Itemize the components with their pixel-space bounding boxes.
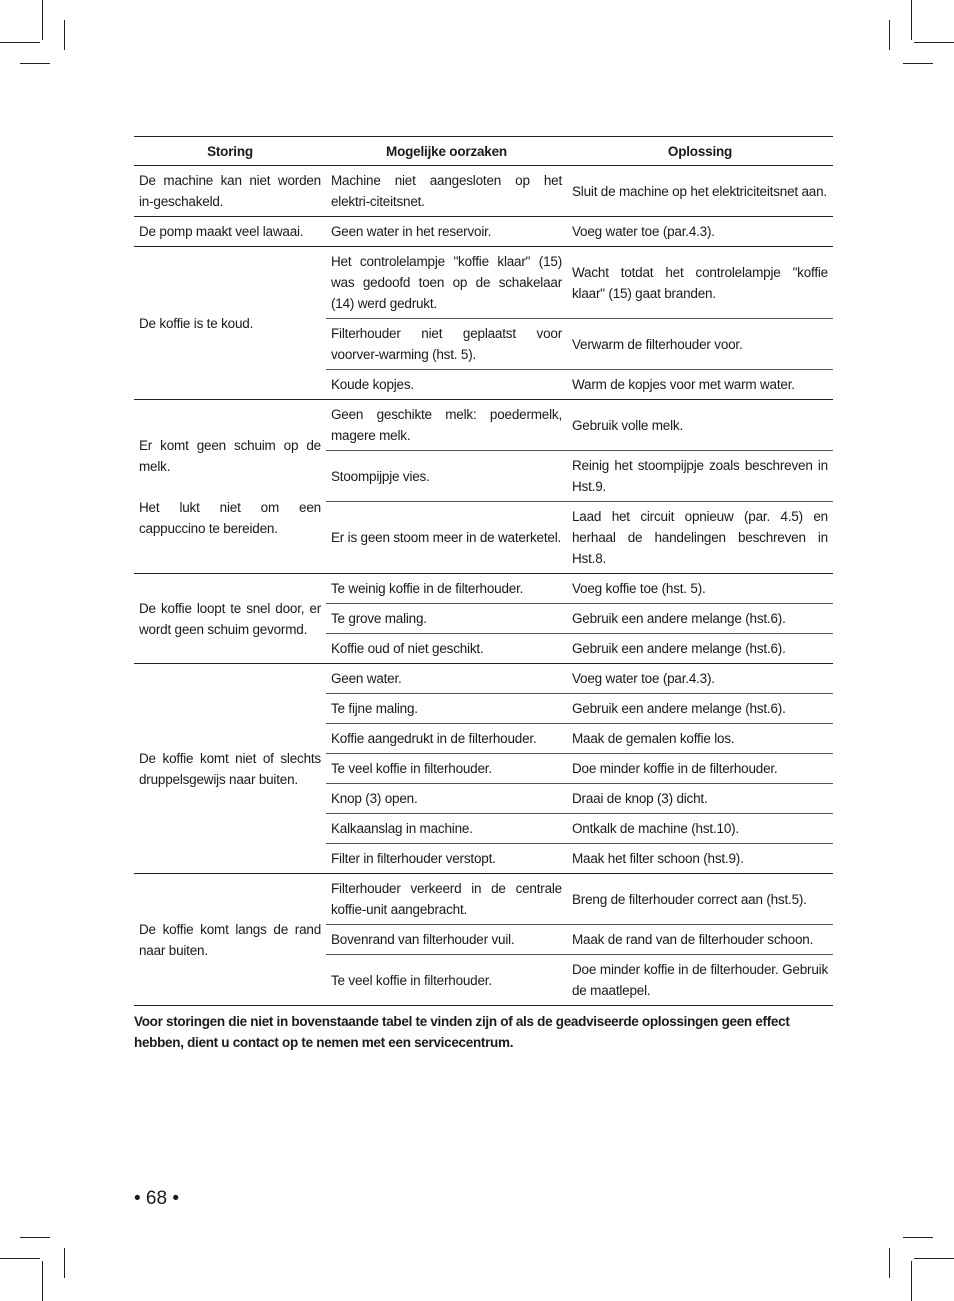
symptom-text: De koffie loopt te snel door, er wordt geen schuim gevormd.: [139, 600, 321, 637]
symptom-cell: [134, 574, 326, 664]
solution-cell: Laad het circuit opnieuw (par. 4.5) en herhaal de handelingen beschreven in Hst.8.: [567, 502, 833, 574]
table-header-row: [134, 137, 833, 166]
solution-cell: Voeg water toe (par.4.3).: [567, 664, 833, 694]
cause-cell: Te veel koffie in filterhouder.: [326, 955, 567, 1006]
cause-cell: Koude kopjes.: [326, 370, 567, 400]
solution-cell: Maak de rand van de filterhouder schoon.: [567, 925, 833, 955]
page-number: • 68 •: [134, 1188, 179, 1209]
cause-cell: Te weinig koffie in de filterhouder.: [326, 574, 567, 604]
footer-note: Voor storingen die niet in bovenstaande tabel te vinden zijn of als de geadviseerde oplossingen geen effect hebben, dient u contact op te nemen met een servicecentrum.: [134, 1014, 790, 1050]
cause-cell: Bovenrand van filterhouder vuil.: [326, 925, 567, 955]
cause-cell: Filter in filterhouder verstopt.: [326, 844, 567, 874]
symptom-text: De koffie komt niet of slechts druppelsgewijs naar buiten.: [139, 750, 321, 787]
crop-mark: [20, 63, 50, 64]
table-row: [134, 664, 833, 694]
cause-cell: Geen water.: [326, 664, 567, 694]
symptom-cell: [134, 217, 326, 247]
solution-cell: Maak het filter schoon (hst.9).: [567, 844, 833, 874]
cause-cell: Te veel koffie in filterhouder.: [326, 754, 567, 784]
cause-cell: Machine niet aangesloten op het elektri-citeitsnet.: [326, 166, 567, 217]
cause-cell: Geen geschikte melk: poedermelk, magere melk.: [326, 400, 567, 451]
header-mogelijke-oorzaken: Mogelijke oorzaken: [326, 137, 567, 166]
cause-cell: Stoompijpje vies.: [326, 451, 567, 502]
table-row: [134, 400, 833, 451]
solution-cell: Gebruik volle melk.: [567, 400, 833, 451]
cause-cell: Kalkaanslag in machine.: [326, 814, 567, 844]
table-row: [134, 247, 833, 319]
table-row: [134, 217, 833, 247]
header-storing: Storing: [134, 137, 326, 166]
symptom-text: De koffie komt langs de rand naar buiten.: [139, 921, 321, 958]
solution-cell: Gebruik een andere melange (hst.6).: [567, 634, 833, 664]
cause-cell: Filterhouder niet geplaatst voor voorver-warming (hst. 5).: [326, 319, 567, 370]
table-row: [134, 166, 833, 217]
symptom-text: Het lukt niet om een cappuccino te bereiden.: [139, 499, 321, 536]
solution-cell: Sluit de machine op het elektriciteitsnet aan.: [567, 166, 833, 217]
header-oplossing: Oplossing: [567, 137, 833, 166]
crop-mark: [903, 1237, 933, 1238]
crop-mark: [903, 63, 933, 64]
symptom-text: De koffie is te koud.: [139, 315, 254, 331]
cause-cell: Te grove maling.: [326, 604, 567, 634]
symptom-spacer: [139, 477, 321, 497]
cause-cell: Te fijne maling.: [326, 694, 567, 724]
solution-cell: Maak de gemalen koffie los.: [567, 724, 833, 754]
cause-cell: Koffie aangedrukt in de filterhouder.: [326, 724, 567, 754]
solution-cell: Voeg koffie toe (hst. 5).: [567, 574, 833, 604]
solution-cell: Breng de filterhouder correct aan (hst.5).: [567, 874, 833, 925]
crop-mark: [911, 1261, 912, 1301]
symptom-text: De machine kan niet worden in-geschakeld.: [139, 173, 321, 209]
crop-mark: [889, 20, 890, 50]
table-row: [134, 874, 833, 925]
crop-mark: [64, 1248, 65, 1278]
solution-cell: Warm de kopjes voor met warm water.: [567, 370, 833, 400]
symptom-cell: [134, 247, 326, 400]
solution-cell: Gebruik een andere melange (hst.6).: [567, 694, 833, 724]
cause-cell: Koffie oud of niet geschikt.: [326, 634, 567, 664]
crop-mark: [42, 1261, 43, 1301]
solution-cell: Verwarm de filterhouder voor.: [567, 319, 833, 370]
solution-cell: Wacht totdat het controlelampje "koffie klaar" (15) gaat branden.: [567, 247, 833, 319]
cause-cell: Het controlelampje "koffie klaar" (15) was gedoofd toen op de schakelaar (14) werd gedrukt.: [326, 247, 567, 319]
solution-cell: Doe minder koffie in de filterhouder.: [567, 754, 833, 784]
cause-cell: Filterhouder verkeerd in de centrale koffie-unit aangebracht.: [326, 874, 567, 925]
table-row: [134, 574, 833, 604]
solution-cell: Gebruik een andere melange (hst.6).: [567, 604, 833, 634]
crop-mark: [911, 0, 912, 40]
solution-cell: Doe minder koffie in de filterhouder. Gebruik de maatlepel.: [567, 955, 833, 1006]
solution-cell: Reinig het stoompijpje zoals beschreven in Hst.9.: [567, 451, 833, 502]
symptom-cell: [134, 400, 326, 574]
cause-cell: Knop (3) open.: [326, 784, 567, 814]
crop-mark: [914, 42, 954, 43]
symptom-text: De pomp maakt veel lawaai.: [139, 224, 304, 239]
crop-mark: [20, 1237, 50, 1238]
crop-mark: [64, 20, 65, 50]
crop-mark: [0, 42, 40, 43]
solution-cell: Ontkalk de machine (hst.10).: [567, 814, 833, 844]
crop-mark: [0, 1258, 40, 1259]
symptom-text: Er komt geen schuim op de melk.: [139, 437, 321, 474]
crop-mark: [42, 0, 43, 40]
table-body: [134, 166, 833, 1006]
troubleshooting-table: [134, 136, 833, 1006]
solution-cell: Draai de knop (3) dicht.: [567, 784, 833, 814]
symptom-cell: [134, 874, 326, 1006]
crop-mark: [889, 1248, 890, 1278]
symptom-cell: [134, 166, 326, 217]
cause-cell: Geen water in het reservoir.: [326, 217, 567, 247]
cause-cell: Er is geen stoom meer in de waterketel.: [326, 502, 567, 574]
solution-cell: Voeg water toe (par.4.3).: [567, 217, 833, 247]
symptom-cell: [134, 664, 326, 874]
crop-mark: [914, 1258, 954, 1259]
